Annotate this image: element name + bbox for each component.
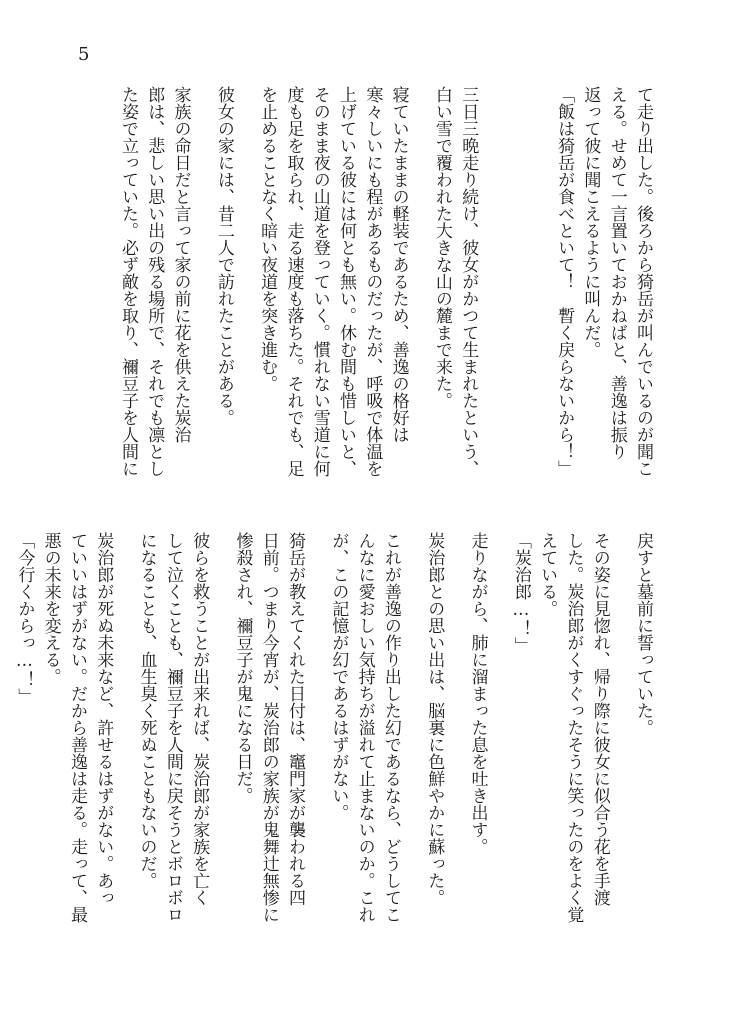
text-line: 走りながら、肺に溜まった息を吐き出す。 xyxy=(467,532,488,855)
text-line: 「飯は猗岳が食べといて！ 暫く戻らないから！」 xyxy=(554,86,575,477)
text-line: 彼女の家には、昔二人で訪れたことがある。 xyxy=(213,86,234,426)
text-line: ていいはずがない。だから善逸は走る。走って、最 xyxy=(66,532,87,923)
text-line: んなに愛おしい気持ちが溢れて止まないのか。これ xyxy=(354,532,375,923)
text-line: 寒々しいにも程があるものだったが、呼吸で体温を xyxy=(362,86,383,477)
text-line: えている。 xyxy=(537,532,558,617)
dialogue-line: 「炭治郎…！」 xyxy=(510,532,531,654)
text-line: 返って彼に聞こえるように叫んだ。 xyxy=(580,86,601,358)
text-line: 炭治郎との思い出は、脳裏に色鮮やかに蘇った。 xyxy=(424,532,445,906)
text-line: その姿に見惚れ、帰り際に彼女に似合う花を手渡 xyxy=(589,532,610,906)
text-line: た姿で立っていた。必ず敵を取り、禰豆子を人間に xyxy=(117,86,138,477)
text-line: を止めることなく暗い夜道を突き進む。 xyxy=(257,86,278,392)
text-line: 惨殺され、禰豆子が鬼になる日だ。 xyxy=(232,532,253,804)
blank-line xyxy=(498,86,524,498)
text-line: 彼らを救うことが出来れば、炭治郎が家族を亡く xyxy=(189,532,210,906)
text-line: 猗岳が教えてくれた日付は、竈門家が襲われる四 xyxy=(285,532,306,906)
text-line xyxy=(0,532,11,942)
text-line: 郎は、悲しい思い出の残る場所で、それでも凛とし xyxy=(144,86,165,477)
lower-text-block xyxy=(14,532,656,942)
text-line: える。せめて一言置いておかねばと、善逸は振り xyxy=(606,86,627,460)
upper-text-block xyxy=(94,86,656,498)
text-line: 寝ていたままの軽装であるため、善逸の格好は xyxy=(388,86,409,443)
text-line: した。炭治郎がくすぐったそうに笑ったのをよく覚 xyxy=(563,532,584,923)
dialogue-line: 「今行くからっ…！」 xyxy=(14,532,35,705)
text-line: 炭治郎が死ぬ未来など、許せるはずがない。あっ xyxy=(93,532,114,906)
text-line: 度も足を取られ、走る速度も落ちた。それでも、足 xyxy=(283,86,304,477)
text-line: が、この記憶が幻であるはずがない。 xyxy=(328,532,349,821)
text-line: これが善逸の作り出した幻であるなら、どうしてこ xyxy=(380,532,401,923)
text-line: 悪の未来を変える。 xyxy=(40,532,61,685)
text-line: して泣くことも、禰豆子を人間に戻そうとボロボロ xyxy=(162,532,183,923)
text-line: になることも、血生臭く死ぬこともないのだ。 xyxy=(136,532,157,889)
text-line: 白い雪で覆われた大きな山の麓まで来た。 xyxy=(431,86,452,409)
text-line: 戻すと墓前に誓っていた。 xyxy=(633,532,653,736)
text-line: 日前。つまり今宵が、炭治郎の家族が鬼舞辻無惨に xyxy=(258,532,279,923)
text-line: そのまま夜の山道を登っていく。慣れない雪道に何 xyxy=(309,86,330,477)
text-line: 上げている彼には何とも無い。休む間も惜しいと、 xyxy=(336,86,357,477)
text-line: 家族の命日だと言って家の前に花を供えた炭治 xyxy=(170,86,191,443)
page-number: 5 xyxy=(78,44,90,65)
text-line: て走り出した。後ろから猗岳が叫んでいるのが聞こ xyxy=(633,86,653,477)
text-line: 三日三晩走り続け、彼女がかつて生まれたという、 xyxy=(458,86,479,477)
blank-line xyxy=(525,86,551,498)
